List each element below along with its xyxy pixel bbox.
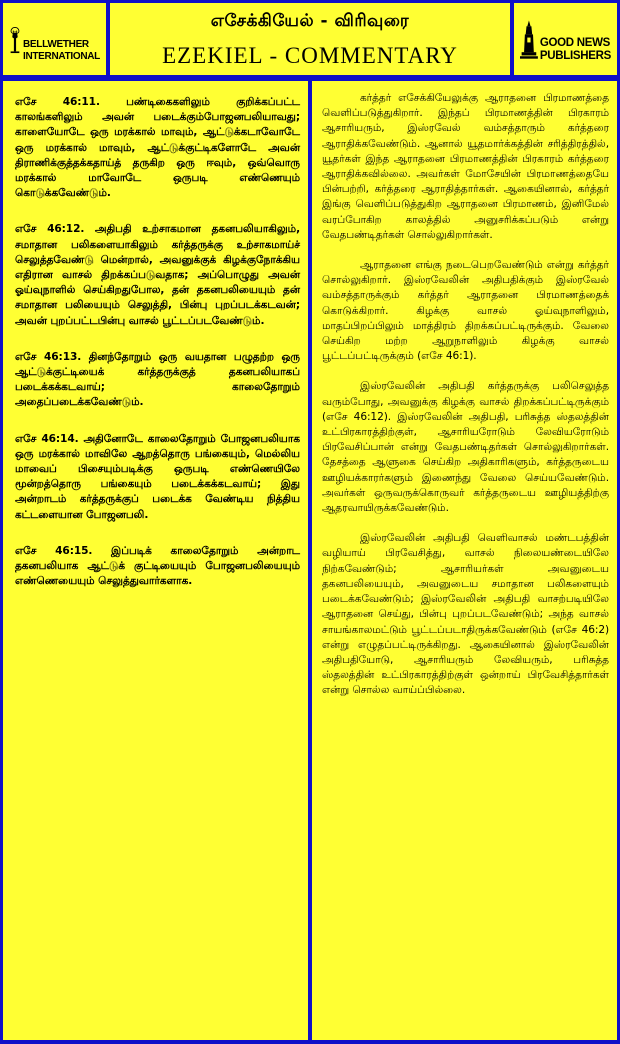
header [0,0,620,78]
commentary-paragraph: ஆராதனை எங்கு நடைபெறவேண்டும் என்று கர்த்தர் சொல்லுகிறார். இஸ்ரவேலின் அதிபதிக்கும் இஸ்ரவேல் வம்சத்தாருக்கும் கர்த்தர் ஆராதனை பிரமாணத்தைக் கொடுக்கிறார். கிழக்கு வாசல் ஓய்வுநாளிலும், மாதப்பிறப்பிலும் மாத்திரம் திறக்கப்பட்டிருக்கும். வேலை செய்கிற மற்ற ஆறுநாளிலும் கிழக்கு வாசல் பூட்டப்பட்டிருக்கும் (எசே 46:1). [322,259,609,363]
title-english: EZEKIEL - COMMENTARY [162,43,458,68]
good-news-logo-text: GOOD NEWS PUBLISHERS [539,37,611,62]
verse-46-11: எசே 46:11. பண்டிகைகளிலும் குறிக்கப்பட்ட காலங்களிலும் அவன் படைக்கும்போஜனபலியாவது; காளையோடே ஒரு மரக்கால் மாவும், ஆட்டுக்கடாவோடே ஒரு மரக்கால் மாவும், ஆட்டுக்குட்டிகளோடே அவன் திராணிக்குத்தக்கதாய்த் தருகிற ஒரு ஈவும், ஒவ்வொரு மரக்கால் மாவோடே ஒருபடி எண்ணெயும் கொடுக்கவேண்டும். [15,96,300,200]
good-news-tower-icon [520,15,538,65]
verse-46-13: எசே 46:13. தினந்தோறும் ஒரு வயதான பழுதற்ற ஒரு ஆட்டுக்குட்டியைக் கர்த்தருக்குத் தகனபலியாகப் படைக்கக்கடவாய்; காலைதோறும் அதைப்படைக்கவேண்டும். [15,350,300,409]
scripture-column [3,81,308,1040]
commentary-paragraph: இஸ்ரவேலின் அதிபதி வெளிவாசல் மண்டபத்தின் வழியாய் பிரவேசித்து, வாசல் நிலையண்டையிலே நிற்கவேண்டும்; ஆசாரியர்கள் அவனுடைய தகனபலியையும், அவனுடைய சமாதான பலிகளையும் படைக்கவேண்டும்; இஸ்ரவேலின் அதிபதி வாசற்படியிலே ஆராதனை செய்து, பின்பு புறப்படவேண்டும்; அந்த வாசல் சாயங்காலமட்டும் பூட்டப்படாதிருக்கவேண்டும் (எசே 46:2) என்று எழுதப்பட்டிருக்கிறது. ஆகையினால் இஸ்ரவேலின் அதிபதியோடு, ஆசாரியரும் லேவியரும், பரிசுத்த ஸ்தலத்தின் உட்பிரகாரத்திற்குள் ஒன்றாய் பிரவேசித்தார்கள் என்று சொல்ல வாய்ப்பில்லை. [322,532,609,697]
title-banner [110,3,510,75]
commentary-paragraph: கர்த்தர் எசேக்கியேலுக்கு ஆராதனை பிரமாணத்தை வெளிப்படுத்துகிறார். இந்தப் பிரமாணத்தின் பிரகாரம் ஆசாரியரும், இஸ்ரவேல் வம்சத்தாரும் கர்த்தரை ஆராதிக்கவேண்டும். ஆனால் யூதமார்க்கத்தின் சரித்திரத்தில், யூதர்கள் இந்த ஆராதனை பிரமாணத்தின் பிரகாரம் கர்த்தரை ஆராதிக்கவில்லை. அவர்கள் மோசேயின் பிரமாணத்தையே பின்பற்றி, கர்த்தரை ஆராதித்தார்கள். ஆகையினால், கர்த்தர் இங்கு வெளிப்படுத்துகிற ஆராதனை பிரமாணம், இனிமேல் வரப்போகிற காலத்தில் அனுசரிக்கப்படும் என்று வேதபண்டிதர்கள் சொல்லுகிறார்கள். [322,92,609,241]
verse-46-15: எசே 46:15. இப்படிக் காலைதோறும் அன்றாட தகனபலியாக ஆட்டுக் குட்டியையும் போஜனபலியையும் எண்ணெயையும் செலுத்துவார்களாக. [15,544,300,588]
commentary-column [312,81,617,1040]
bellwether-logo [3,3,106,75]
good-news-logo [514,3,617,75]
bellwether-logo-text: BELLWETHER INTERNATIONAL [22,39,100,62]
verse-46-12: எசே 46:12. அதிபதி உற்சாகமான தகனபலியாகிலும், சமாதான பலிகளையாகிலும் கர்த்தருக்கு உற்சாகமாய்ச் செலுத்தவேண்டு மென்றால், அவனுக்குக் கிழக்குநோக்கிய எதிரான வாசல் திறக்கப்படுவதாக; அப்பொழுது அவன் ஓய்வுநாளில் செய்கிறதுபோல, தன் தகனபலியையும் தன் சமாதான பலியையும் செலுத்தி, பின்பு புறப்படக்கடவன்; அவன் புறப்பட்டபின்பு வாசல் பூட்டப்படவேண்டும். [15,223,300,327]
verse-46-14: எசே 46:14. அதினோடே காலைதோறும் போஜனபலியாக ஒரு மரக்கால் மாவிலே ஆறத்தொரு பங்கையும், மெல்லிய மாவைப் பிசையும்படிக்கு ஒருபடி எண்ணெயிலே மூன்றத்தொரு பங்கையும் படைக்கக்கடவாய்; இது அன்றாடம் கர்த்தருக்குப் படைக்க வேண்டிய நித்திய கட்டளையான போஜனபலி. [15,432,300,521]
title-tamil: எசேக்கியேல் - விரிவுரை [210,11,410,31]
bellwether-ram-icon [9,15,21,65]
commentary-paragraph: இஸ்ரவேலின் அதிபதி கர்த்தருக்கு பலிசெலுத்த வரும்போது, அவனுக்கு கிழக்கு வாசல் திறக்கப்பட்டிருக்கும் (எசே 46:12). இஸ்ரவேலின் அதிபதி, பரிசுத்த ஸ்தலத்தின் உட்பிரகாரத்திற்குள், ஆசாரியரோடும் லேவியரோடும் பிரவேசிப்பான் என்று வேதபண்டிதர்கள் சொல்லுகிறார்கள். தேசத்தை ஆளுகை செய்கிற அதிகாரிகளும், கர்த்தருடைய ஊழியக்காரர்களும் இணைந்து வேலை செய்யவேண்டும். அவர்கள் ஒருவருக்கொருவர் கர்த்தருடைய ஊழியத்திற்கு ஆதரவாயிருக்கவேண்டும். [322,380,609,515]
